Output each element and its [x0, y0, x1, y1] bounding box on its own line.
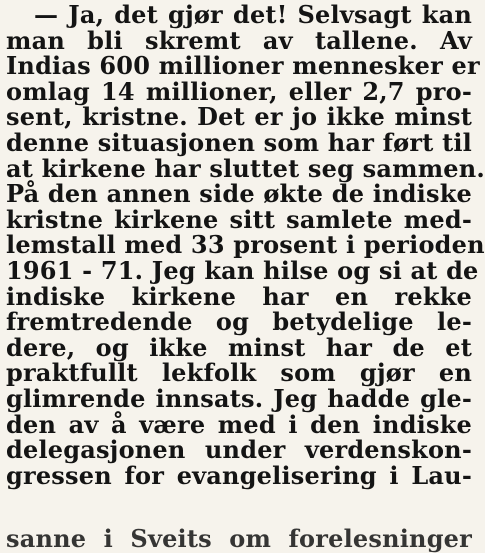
text-line: gressen for evangelisering i Lau- [6, 460, 472, 490]
text-line: kristne kirkene sitt samlete med- [6, 204, 472, 234]
text-line: sent, kristne. Det er jo ikke minst [6, 102, 472, 132]
article-text-column [6, 0, 485, 553]
text-line: indiske kirkene har en rekke [6, 281, 472, 311]
text-line: fremtredende og betydelige le- [6, 307, 472, 337]
text-line: glimrende innsats. Jeg hadde gle- [6, 383, 472, 413]
text-line: delegasjonen under verdenskon- [6, 435, 472, 465]
cut-off-text-line: sanne i Sveits om forelesninger [6, 524, 472, 553]
text-line: 1961 - 71. Jeg kan hilse og si at de [6, 255, 479, 285]
text-line: omlag 14 millioner, eller 2,7 pro- [6, 76, 472, 106]
text-line: praktfullt lekfolk som gjør en [6, 358, 472, 388]
text-line: at kirkene har sluttet seg sammen. [6, 153, 485, 183]
text-line: den av å være med i den indiske [6, 409, 472, 439]
text-line: lemstall med 33 prosent i perioden [6, 230, 485, 260]
text-line: denne situasjonen som har ført til [6, 127, 472, 157]
text-line: dere, og ikke minst har de et [6, 332, 472, 362]
text-line: Indias 600 millioner mennesker er [6, 51, 480, 81]
text-line: På den annen side økte de indiske [6, 179, 472, 209]
text-line: — Ja, det gjør det! Selvsagt kan [34, 0, 472, 29]
text-line: man bli skremt av tallene. Av [6, 25, 472, 55]
